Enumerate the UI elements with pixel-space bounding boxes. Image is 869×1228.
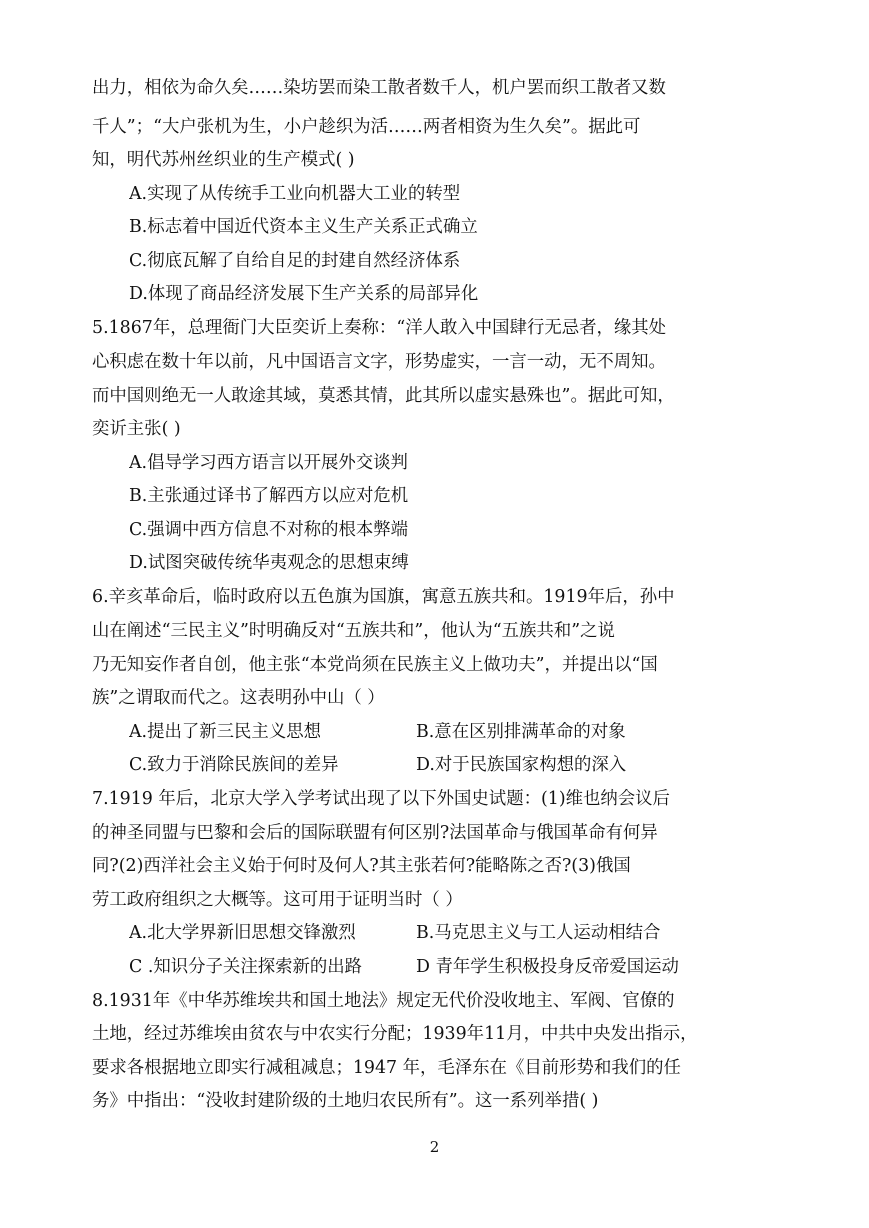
- q6-option-d: D.对于民族国家构想的深入: [416, 755, 627, 775]
- q5-stem-line-1: 5.1867年，总理衙门大臣奕䜣上奏称：“洋人敢入中国肆行无忌者，缘其处: [92, 318, 667, 338]
- q6-option-c: C.致力于消除民族间的差异: [129, 755, 339, 775]
- q4-stem-line-2: 千人”；“大户张机为生，小户趁织为活……两者相资为生久矣”。据此可: [92, 117, 641, 137]
- q7-option-a: A.北大学界新旧思想交锋激烈: [129, 923, 356, 943]
- q5-stem-line-3: 而中国则绝无一人敢途其域，莫悉其情，此其所以虚实悬殊也”。据此可知，: [92, 386, 675, 406]
- q4-stem-line-1: 出力，相依为命久矣……染坊罢而染工散者数千人，机户罢而织工散者又数: [92, 78, 666, 98]
- q7-option-b: B.马克思主义与工人运动相结合: [416, 923, 661, 943]
- q5-option-b: B.主张通过译书了解西方以应对危机: [129, 486, 409, 506]
- q7-stem-line-3: 同?(2)西洋社会主义始于何时及何人?其主张若何?能略陈之否?(3)俄国: [92, 856, 631, 876]
- q8-stem-line-2: 土地，经过苏维埃由贫农与中农实行分配；1939年11月，中共中央发出指示，: [92, 1024, 698, 1044]
- q4-option-b: B.标志着中国近代资本主义生产关系正式确立: [129, 217, 478, 237]
- q5-option-d: D.试图突破传统华夷观念的思想束缚: [129, 553, 409, 573]
- q5-option-a: A.倡导学习西方语言以开展外交谈判: [129, 453, 408, 473]
- q6-option-a: A.提出了新三民主义思想: [129, 722, 321, 742]
- q4-stem-line-3: 知，明代苏州丝织业的生产模式( ): [92, 150, 355, 170]
- q5-stem-line-4: 奕䜣主张( ): [92, 419, 181, 439]
- q6-stem-line-3: 乃无知妄作者自创，他主张“本党尚须在民族主义上做功夫”，并提出以“国: [92, 655, 658, 675]
- q4-option-d: D.体现了商品经济发展下生产关系的局部异化: [129, 284, 479, 304]
- q8-stem-line-4: 务》中指出：“没收封建阶级的土地归农民所有”。这一系列举措( ): [92, 1091, 599, 1111]
- q6-stem-line-1: 6.辛亥革命后，临时政府以五色旗为国旗，寓意五族共和。1919年后，孙中: [92, 587, 675, 607]
- q5-stem-line-2: 心积虑在数十年以前，凡中国语言文字，形势虚实，一言一动，无不周知。: [92, 352, 666, 372]
- q7-stem-line-2: 的神圣同盟与巴黎和会后的国际联盟有何区别?法国革命与俄国革命有何异: [92, 823, 658, 843]
- q6-stem-line-4: 族”之谓取而代之。这表明孙中山（ ）: [92, 688, 385, 708]
- q8-stem-line-3: 要求各根据地立即实行减租减息；1947 年，毛泽东在《目前形势和我们的任: [92, 1058, 681, 1078]
- q7-option-c: C .知识分子关注探索新的出路: [129, 957, 363, 977]
- q6-stem-line-2: 山在阐述“三民主义”时明确反对“五族共和”，他认为“五族共和”之说: [92, 621, 615, 641]
- page-number: 2: [429, 1138, 440, 1156]
- q8-stem-line-1: 8.1931年《中华苏维埃共和国土地法》规定无代价没收地主、军阀、官僚的: [92, 991, 675, 1011]
- q6-option-b: B.意在区别排满革命的对象: [416, 722, 626, 742]
- q7-option-d: D 青年学生积极投身反帝爱国运动: [416, 957, 679, 977]
- q5-option-c: C.强调中西方信息不对称的根本弊端: [129, 520, 409, 540]
- q7-stem-line-4: 劳工政府组织之大概等。这可用于证明当时（ ）: [92, 890, 463, 910]
- q4-option-a: A.实现了从传统手工业向机器大工业的转型: [129, 184, 461, 204]
- q7-stem-line-1: 7.1919 年后，北京大学入学考试出现了以下外国史试题：(1)维也纳会议后: [92, 789, 670, 809]
- q4-option-c: C.彻底瓦解了自给自足的封建自然经济体系: [129, 251, 461, 271]
